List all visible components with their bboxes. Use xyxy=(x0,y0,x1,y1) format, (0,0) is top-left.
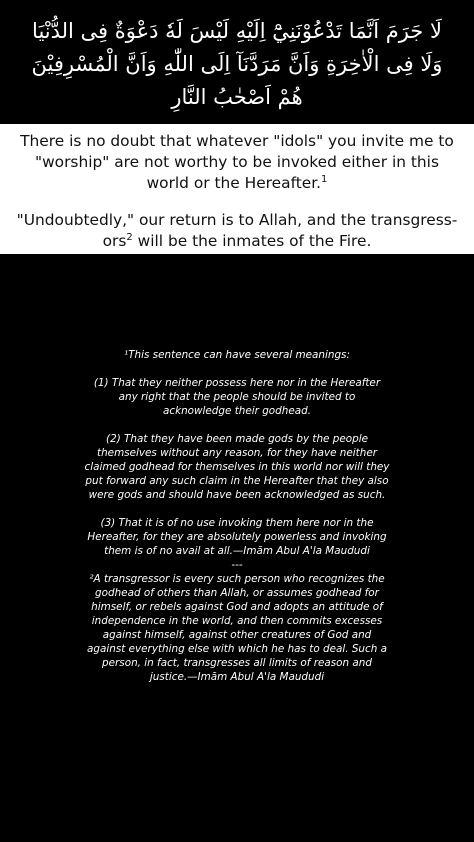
arabic-verse-text: لَا جَرَمَ اَنَّمَا تَدْعُوْنَنِيْٓ اِلَيْهِ لَيْسَ لَهٗ دَعْوَةٌ فِى الدُّنْيَا وَلَا فِى الْاٰخِرَةِ وَاَنَّ مَرَدَّنَآ اِلَى اللّٰهِ وَاَنَّ الْمُسْرِفِيْنَ هُمْ اَصْحٰبُ النَّارِ xyxy=(31,18,443,109)
translation-text-1: There is no doubt that whatever "idols" you invite me to "worship" are not worthy to be invoked either in this world or the Hereafter. xyxy=(20,132,454,192)
footnote-1-point-3: (3) That it is of no use invoking them here nor in the Hereafter, for they are absolutely powerless and invoking them is of no avail at all.—Imām Abul A'la Maududi xyxy=(87,517,387,557)
footnote-1-point-2: (2) That they have been made gods by the people themselves without any reason, for they have neither claimed godhead for themselves in this world nor will they put forward any such claim in the Hereafter that they also were gods and should have been acknowledged as such. xyxy=(84,433,390,501)
translation-section xyxy=(0,124,474,254)
footnote-marker-1: 1 xyxy=(321,173,328,185)
footnote-1-intro xyxy=(84,348,390,362)
footnote-1-marker: ¹ xyxy=(124,349,129,361)
footnote-marker-2: 2 xyxy=(126,231,133,243)
translation-text-2b: will be the inmates of the Fire. xyxy=(132,232,372,250)
arabic-verse-section xyxy=(0,0,474,124)
footnote-2 xyxy=(84,572,390,684)
translation-paragraph-1 xyxy=(14,131,460,194)
translation-paragraph-2 xyxy=(14,210,460,252)
footnote-separator: --- xyxy=(231,559,243,571)
translation-text-2a: "Undoubtedly," our return is to Allah, and the transgressors xyxy=(16,211,458,250)
footnote-1-point-1: (1) That they neither possess here nor in the Hereafter any right that the people should be invited to acknowledge their godhead. xyxy=(93,377,381,417)
footnotes-section xyxy=(0,254,474,842)
footnote-1-intro-text: This sentence can have several meanings: xyxy=(128,349,350,361)
footnote-2-text: A transgressor is every such person who recognizes the godhead of others than Allah, or assumes godhead for himself, or rebels against God and adopts an attitude of independence in the world, and then commits excesses against himself, against other creatures of God and against everything else with which he has to deal. Such a person, in fact, transgresses all limits of reason and justice.—Imām Abul A'la Maududi xyxy=(87,573,387,683)
footnote-2-marker: ² xyxy=(89,573,94,585)
